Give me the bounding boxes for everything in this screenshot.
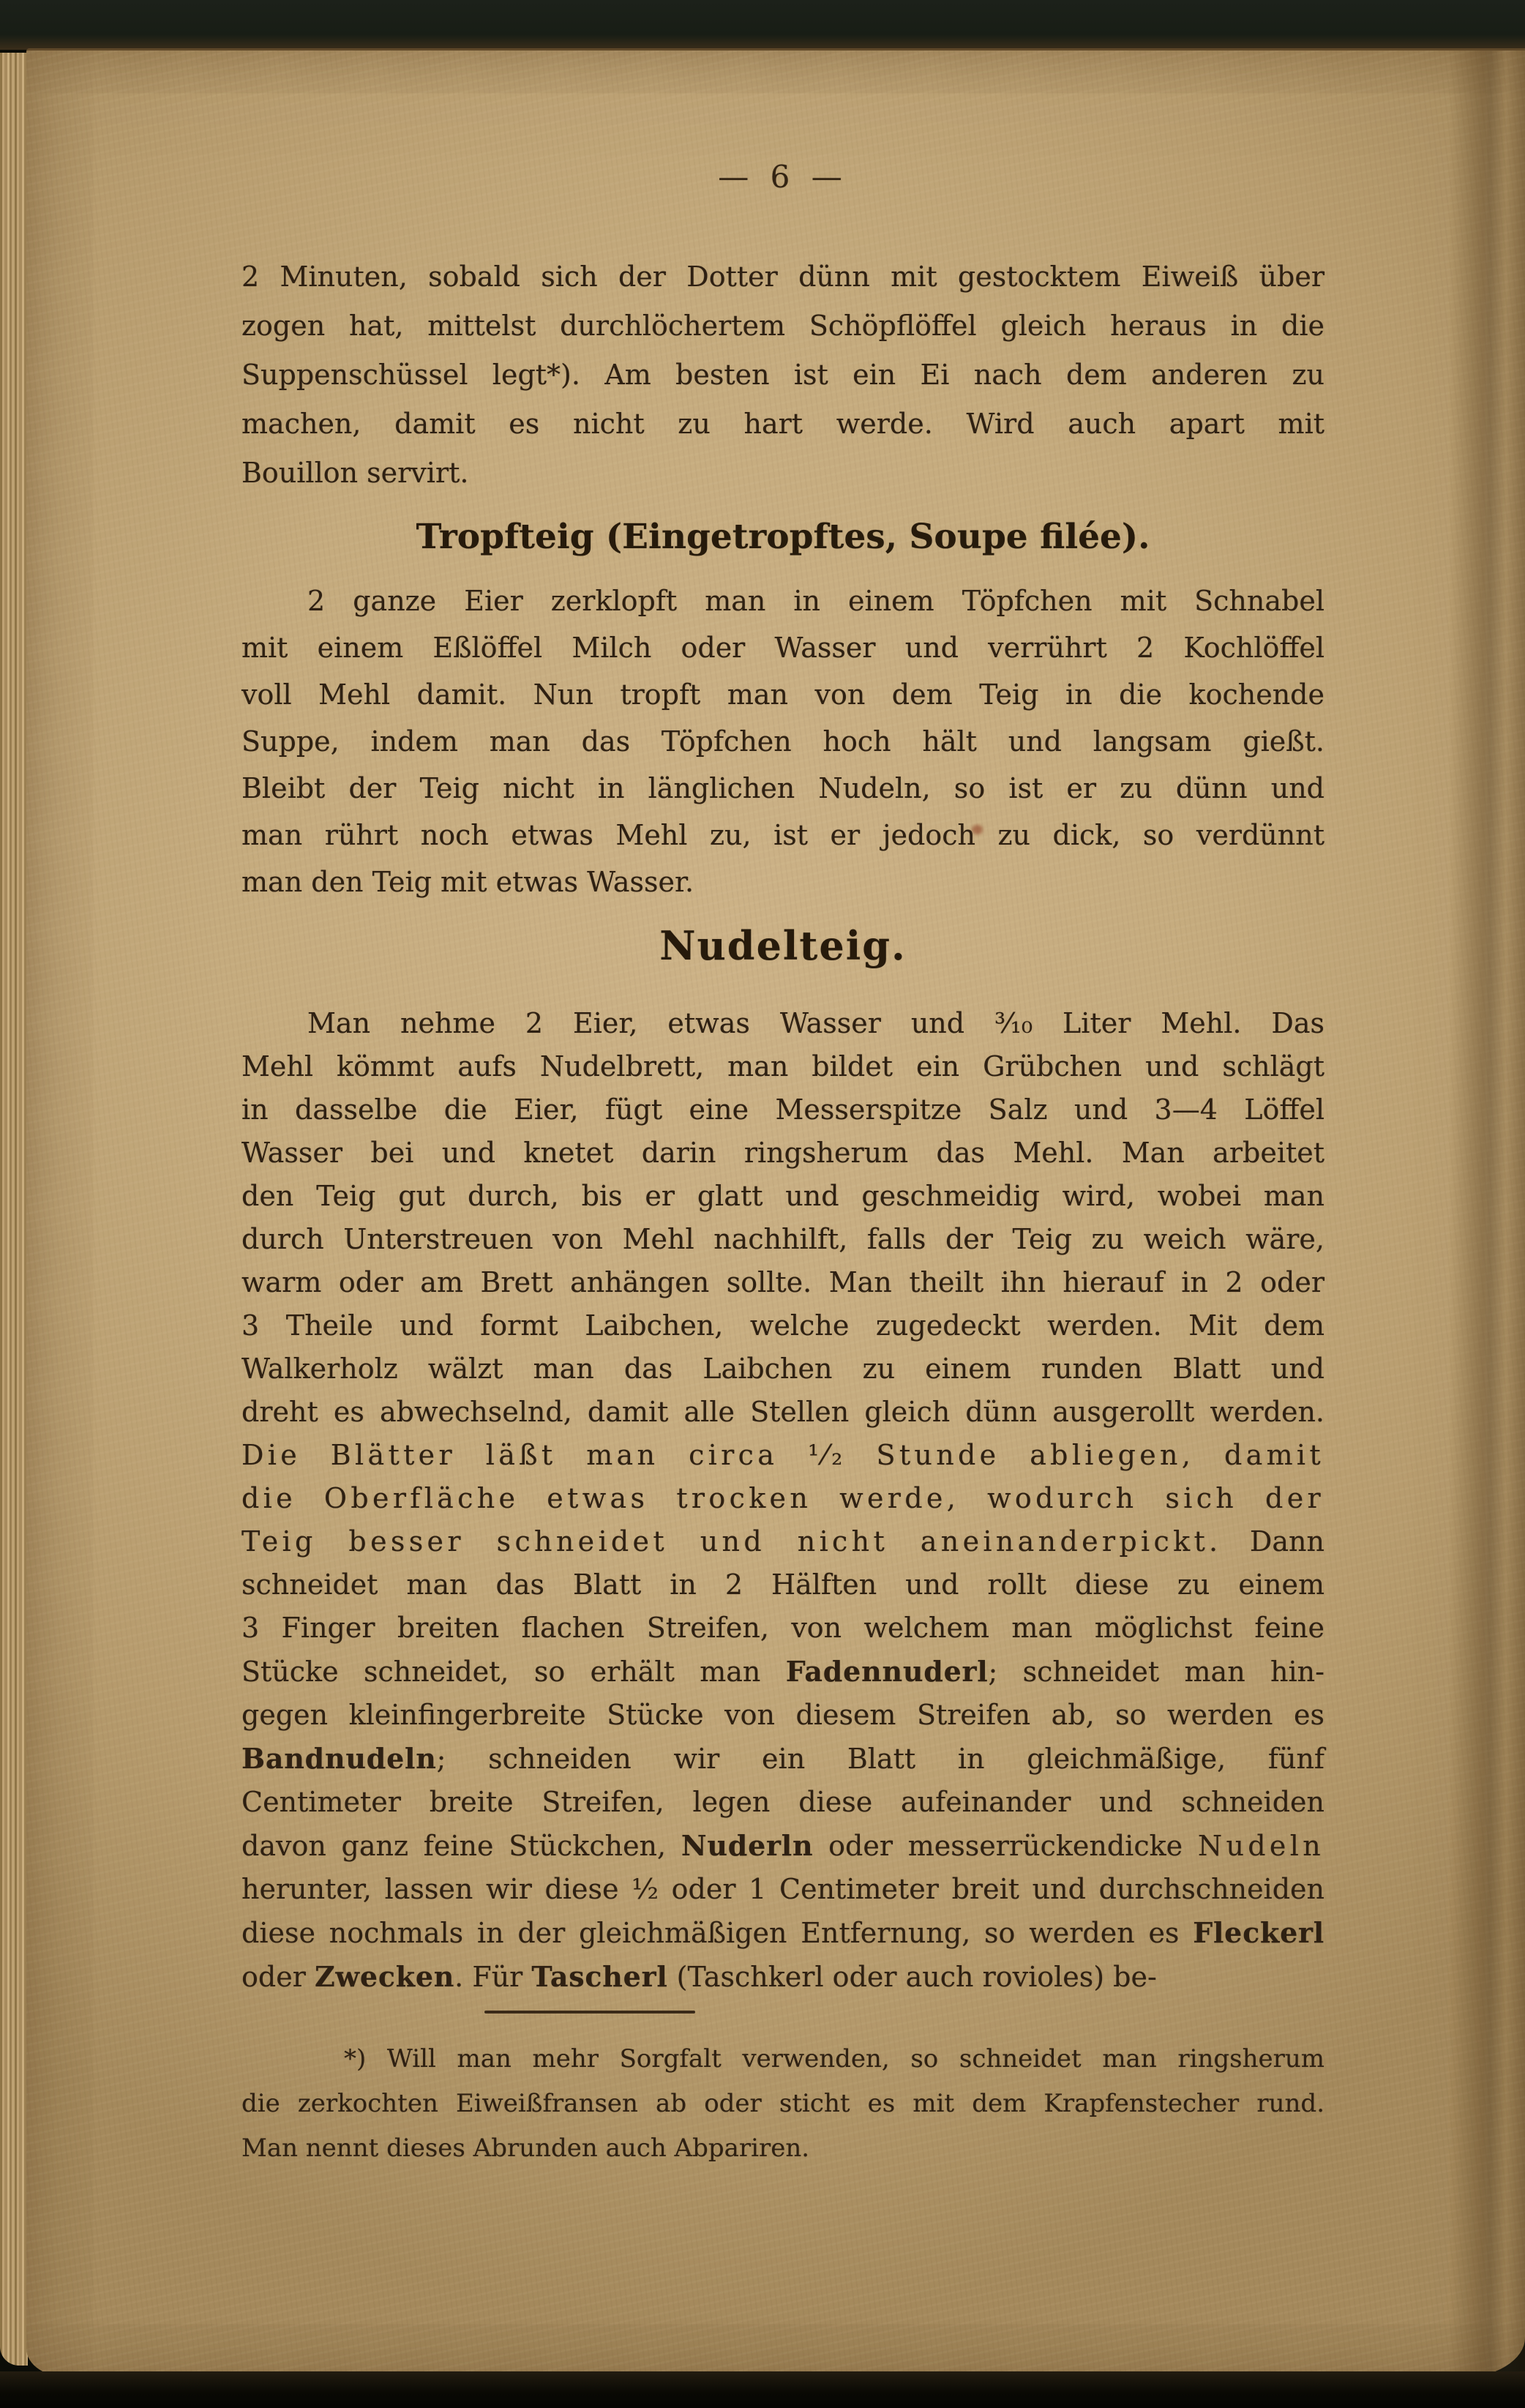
spaced-emphasis: die Oberfläche etwas trocken werde, wodurch sich der — [241, 1482, 1324, 1514]
text-segment: 3 Theile und formt Laibchen, welche zugedeckt werden. Mit dem — [241, 1309, 1324, 1342]
text-segment: . Für — [454, 1961, 532, 1993]
text-segment: in dasselbe die Eier, fügt eine Messerspitze Salz und 3—4 Löffel — [241, 1093, 1324, 1126]
text-line — [241, 1520, 1324, 1563]
text-segment: herunter, lassen wir diese ¹⁄₂ oder 1 Centimeter breit und durchschneiden — [241, 1873, 1324, 1905]
text-line — [241, 1650, 1324, 1694]
text-line — [241, 1347, 1324, 1391]
text-segment: ; schneidet man hin- — [988, 1656, 1324, 1688]
text-line: Suppenschüssel legt*). Am besten ist ein Ei nach dem anderen zu — [241, 359, 1324, 391]
paragraph-nudelteig — [241, 1002, 1324, 1999]
binding-gutter-shadow — [1449, 51, 1525, 2378]
text-line — [241, 1088, 1324, 1132]
text-line — [241, 1132, 1324, 1175]
footnote-line: *) Will man mehr Sorgfalt verwenden, so schneidet man ringsherum — [344, 2044, 1324, 2074]
text-line — [241, 1218, 1324, 1261]
text-line: man rührt noch etwas Mehl zu, ist er jedoch zu dick, so verdünnt — [241, 819, 1324, 851]
book-page — [26, 48, 1525, 2378]
text-line: Bleibt der Teig nicht in länglichen Nudeln, so ist er zu dünn und — [241, 772, 1324, 804]
text-segment: durch Unterstreuen von Mehl nachhilft, falls der Teig zu weich wäre, — [241, 1223, 1324, 1255]
text-line: man den Teig mit etwas Wasser. — [241, 866, 694, 898]
text-line — [241, 1175, 1324, 1218]
paragraph-tropfteig — [241, 577, 1324, 905]
text-line — [241, 1737, 1324, 1781]
text-segment: Wasser bei und knetet darin ringsherum das Mehl. Man arbeitet — [241, 1137, 1324, 1169]
text-segment: Man nehme 2 Eier, etwas Wasser und ³⁄₁₀ Liter Mehl. Das — [307, 1007, 1324, 1039]
text-line — [241, 1261, 1324, 1304]
text-line: zogen hat, mittelst durchlöchertem Schöpflöffel gleich heraus in die — [241, 310, 1324, 342]
bold-term: Zwecken — [314, 1960, 455, 1993]
recipe-heading-nudelteig: Nudelteig. — [659, 922, 907, 969]
bold-term: Fadennuderl — [785, 1655, 989, 1688]
text-segment: Dann — [1221, 1525, 1324, 1558]
footnote — [241, 2037, 1324, 2171]
text-segment: 3 Finger breiten flachen Streifen, von welchem man möglichst feine — [241, 1612, 1324, 1644]
spaced-emphasis: Teig besser schneidet und nicht aneinanderpickt. — [241, 1525, 1222, 1558]
text-segment: dreht es abwechselnd, damit alle Stellen gleich dünn ausgerollt werden. — [241, 1396, 1324, 1428]
text-line — [241, 1824, 1324, 1868]
text-line: 2 Minuten, sobald sich der Dotter dünn mit gestocktem Eiweiß über — [241, 261, 1324, 293]
text-line — [241, 1477, 1324, 1520]
text-line — [241, 1391, 1324, 1434]
paragraph-egg-continuation — [241, 253, 1324, 498]
text-line — [241, 1002, 1324, 1045]
footnote-line: die zerkochten Eiweißfransen ab oder sticht es mit dem Krapfenstecher rund. — [241, 2089, 1324, 2118]
text-line — [241, 1304, 1324, 1347]
spaced-emphasis: Die Blätter läßt man circa ¹⁄₂ Stunde abliegen, damit — [241, 1439, 1324, 1471]
text-segment: Walkerholz wälzt man das Laibchen zu einem runden Blatt und — [241, 1353, 1324, 1385]
text-segment: schneidet man das Blatt in 2 Hälften und rollt diese zu einem — [241, 1568, 1324, 1601]
text-line: machen, damit es nicht zu hart werde. Wird auch apart mit — [241, 408, 1324, 440]
book-cover-top — [0, 0, 1525, 50]
text-segment: Stücke schneidet, so erhält man — [241, 1656, 786, 1688]
page-fore-edges — [0, 53, 28, 2366]
text-segment: oder messerrückendicke — [813, 1830, 1198, 1862]
text-segment: Centimeter breite Streifen, legen diese aufeinander und schneiden — [241, 1786, 1324, 1818]
text-segment: diese nochmals in der gleichmäßigen Entfernung, so werden es — [241, 1917, 1194, 1949]
text-line — [241, 1563, 1324, 1607]
text-line: Suppe, indem man das Töpfchen hoch hält und langsam gießt. — [241, 725, 1324, 758]
text-segment: Mehl kömmt aufs Nudelbrett, man bildet ein Grübchen und schlägt — [241, 1050, 1324, 1083]
text-line — [241, 1434, 1324, 1477]
bold-term: Tascherl — [531, 1960, 668, 1993]
footnote-line: Man nennt dieses Abrunden auch Abpariren. — [241, 2134, 810, 2163]
text-segment: ; schneiden wir ein Blatt in gleichmäßige, fünf — [436, 1743, 1324, 1775]
text-segment: oder — [241, 1961, 315, 1993]
text-segment: gegen kleinfingerbreite Stücke von diesem Streifen ab, so werden es — [241, 1699, 1324, 1731]
text-line — [241, 1694, 1324, 1737]
text-line: 2 ganze Eier zerklopft man in einem Töpfchen mit Schnabel — [307, 585, 1324, 617]
bold-term: Fleckerl — [1193, 1916, 1324, 1949]
text-line — [241, 1911, 1324, 1955]
recipe-heading-tropfteig: Tropfteig (Eingetropftes, Soupe filée). — [416, 517, 1150, 557]
page-number: — 6 — — [718, 159, 848, 195]
text-line — [241, 1781, 1324, 1824]
bold-term: Nuderln — [681, 1829, 814, 1862]
footnote-separator-rule — [484, 2011, 695, 2013]
text-line — [241, 1045, 1324, 1088]
text-line: Bouillon servirt. — [241, 457, 469, 489]
book-cover-bottom — [0, 2371, 1525, 2408]
text-segment: (Taschkerl oder auch rovioles) be- — [667, 1961, 1157, 1993]
text-line — [241, 1868, 1324, 1911]
text-line — [241, 1607, 1324, 1650]
text-segment: den Teig gut durch, bis er glatt und geschmeidig wird, wobei man — [241, 1180, 1324, 1212]
text-line — [241, 1955, 1324, 1999]
spaced-emphasis: Nudeln — [1197, 1830, 1324, 1862]
bold-term: Bandnudeln — [241, 1742, 437, 1775]
text-line: mit einem Eßlöffel Milch oder Wasser und verrührt 2 Kochlöffel — [241, 632, 1324, 664]
text-line: voll Mehl damit. Nun tropft man von dem Teig in die kochende — [241, 678, 1324, 711]
text-segment: davon ganz feine Stückchen, — [241, 1830, 681, 1862]
text-segment: warm oder am Brett anhängen sollte. Man theilt ihn hierauf in 2 oder — [241, 1266, 1324, 1298]
